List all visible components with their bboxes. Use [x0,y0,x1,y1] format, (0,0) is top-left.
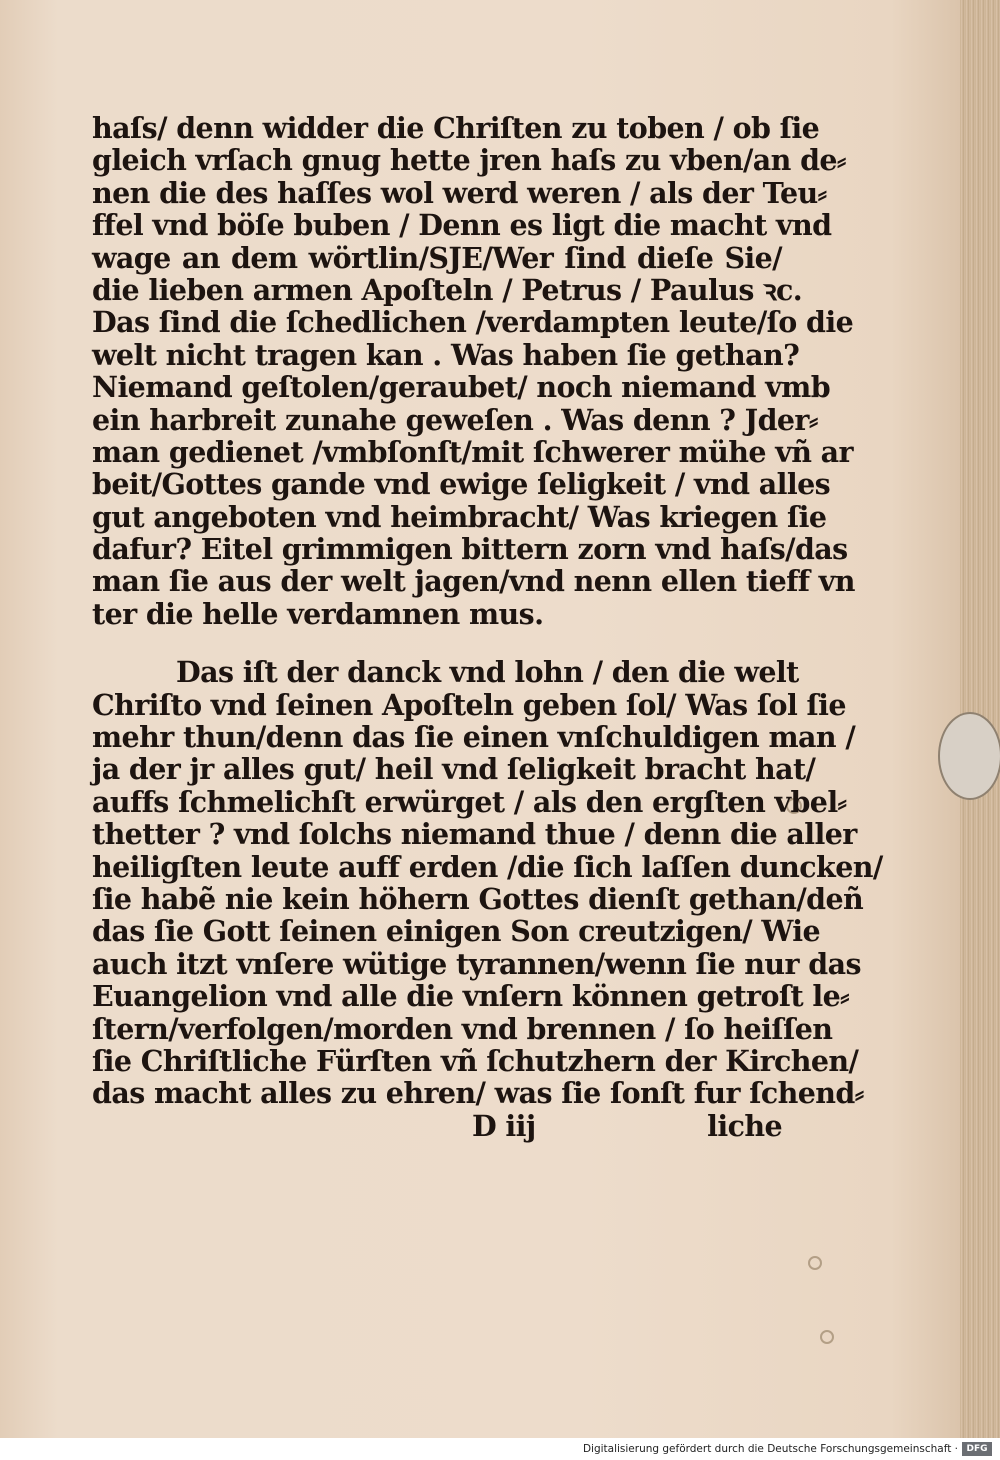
paragraph-2 [92,655,883,1111]
text-line: thetter ? vnd ſolchs niemand thue / denn die aller [92,817,857,852]
signature-mark: D iij [472,1108,536,1143]
text-line: haſs/ denn widder die Chriſten zu toben / ob ſie [92,111,820,145]
text-line: Das iſt der danck vnd lohn / den die welt [176,655,799,690]
dfg-logo-icon: DFG [962,1442,992,1456]
page-footer [92,1110,782,1142]
text-line: ter die helle verdamnen mus. [92,596,544,631]
text-line: mehr thun/denn das ſie einen vnſchuldigen man / [92,720,856,755]
text-line: gleich vrſach gnug hette jren haſs zu vben/an de⸗ [92,143,846,178]
paper-blemish [808,1256,822,1270]
text-line: welt nicht tragen kan . Was haben ſie gethan? [92,337,800,372]
text-line: die lieben armen Apoſteln / Petrus / Paulus ꝛc. [92,272,803,307]
text-line: ja der jr alles gut/ heil vnd ſeligkeit bracht hat/ [92,752,816,787]
text-line: das ſie Gott ſeinen einigen Son creutzigen/ Wie [92,914,821,949]
text-line: ſie Chriſtliche Fürſten vñ ſchutzhern der Kirchen/ [92,1043,859,1078]
text-line: nen die des haſſes wol werd weren / als der Teu⸗ [92,175,827,210]
text-line: Das ſind die ſchedlichen /verdampten leute/ſo die [92,305,854,340]
text-line: auch itzt vnſere wütige tyrannen/wenn ſie nur das [92,946,861,981]
text-line: wage an dem wörtlin/SJE/Wer ſind dieſe Sie/ [92,240,782,275]
text-line: auffs ſchmelichſt erwürget / als den ergſten vbel⸗ [92,784,847,819]
text-line: gut angeboten vnd heimbracht/ Was kriegen ſie [92,499,827,534]
text-line: Chriſto vnd ſeinen Apoſteln geben ſol/ Was ſol ſie [92,687,846,722]
text-line: beit/Gottes gande vnd ewige ſeligkeit / vnd alles [92,467,831,502]
catchword: liche [707,1108,782,1143]
text-line: man ſie aus der welt jagen/vnd nenn ellen tieff vn [92,564,855,599]
page-text [92,111,883,1143]
text-line: ein harbreit zunahe geweſen . Was denn ? Jder⸗ [92,402,818,437]
text-line: Euangelion vnd alle die vnſern können getroſt le⸗ [92,979,850,1014]
text-line: ſtern/verfolgen/morden vnd brennen / ſo heiſſen [92,1011,833,1046]
text-line: man gedienet /vmbſonſt/mit ſchwerer mühe vñ ar [92,434,853,469]
credit-text: Digitalisierung gefördert durch die Deutsche Forschungsgemeinschaft · [582,1443,958,1455]
paper-blemish [820,1330,834,1344]
text-line: dafur? Eitel grimmigen bittern zorn vnd haſs/das [92,532,848,567]
text-line: ſie habẽ nie kein höhern Gottes dienſt gethan/deñ [92,881,864,916]
book-clasp [938,712,1000,800]
text-line: ffel vnd böſe buben / Denn es ligt die macht vnd [92,208,832,243]
text-line: heiligſten leute auff erden /die ſich laſſen duncken/ [92,849,883,884]
text-line: Niemand geſtolen/geraubet/ noch niemand vmb [92,370,831,405]
text-line: das macht alles zu ehren/ was ſie ſonſt fur ſchend⸗ [92,1076,864,1111]
digitization-credit [0,1438,1000,1460]
paragraph-1 [92,111,855,631]
